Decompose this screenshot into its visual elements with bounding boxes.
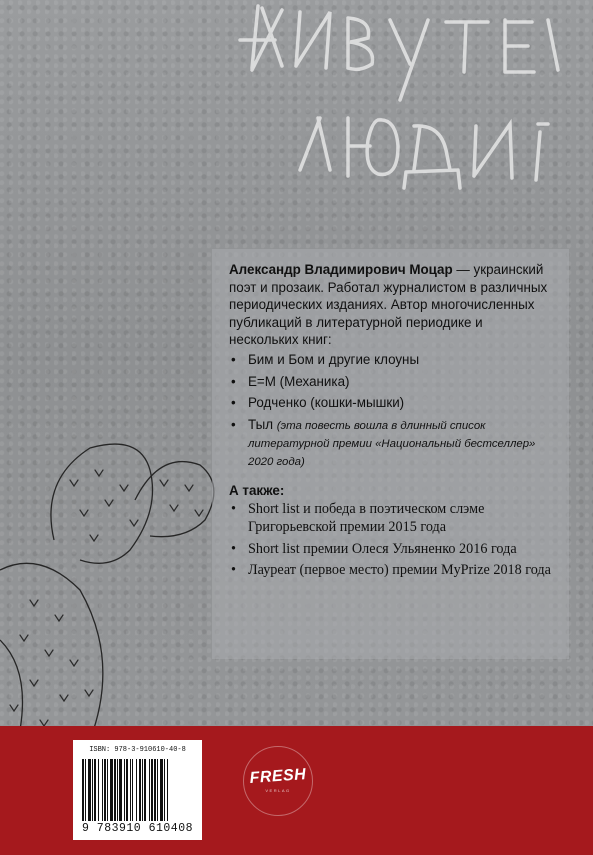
barcode-number: 9 783910 610408 — [81, 822, 194, 835]
barcode-bar — [154, 759, 156, 821]
book-item: • Родченко (кошки-мышки) — [229, 394, 553, 412]
barcode-bar — [114, 759, 116, 821]
barcode-bar — [85, 759, 86, 821]
barcode-bar — [98, 759, 99, 821]
author-info-panel — [212, 249, 569, 659]
award-item: • Short list премии Олеся Ульяненко 2016 года — [229, 541, 553, 559]
book-note: (эта повесть вошла в длинный список литературной премии «Национальный бестселлер» 2020 года) — [248, 419, 536, 468]
barcode-bar — [124, 759, 125, 821]
books-list — [229, 351, 553, 470]
barcode-bar — [151, 759, 153, 821]
barcode — [82, 759, 194, 821]
barcode-bar — [130, 759, 131, 821]
also-heading: А также: — [229, 482, 285, 498]
award-item: • Лауреат (первое место) премии MyPrize 2018 года — [229, 562, 553, 580]
barcode-bar — [88, 759, 91, 821]
award-item: • Short list и победа в поэтическом слэме Григорьевской премии 2015 года — [229, 501, 553, 536]
author-bio — [229, 261, 553, 349]
book-item: • Е=М (Механика) — [229, 373, 553, 391]
barcode-bar — [149, 759, 150, 821]
author-bio-text: — украинский поэт и прозаик. Работал журналистом в различных периодических изданиях. Автор многочисленных публикаций в литературной периодике и нескольких книг: — [229, 262, 548, 348]
publisher-logo-subtext: VERLAG — [265, 788, 291, 793]
barcode-bar — [157, 759, 158, 821]
book-item: • Бим и Бом и другие клоуны — [229, 351, 553, 369]
barcode-bar — [136, 759, 137, 821]
barcode-bar — [144, 759, 146, 821]
barcode-bar — [160, 759, 163, 821]
barcode-bar — [117, 759, 118, 821]
barcode-bar — [164, 759, 165, 821]
barcode-bar — [94, 759, 96, 821]
barcode-bar — [82, 759, 84, 821]
author-name: Александр Владимирович Моцар — [229, 262, 453, 277]
publisher-logo-text: FRESH — [249, 766, 307, 787]
barcode-bar — [139, 759, 141, 821]
barcode-bar — [92, 759, 93, 821]
publisher-logo — [243, 746, 313, 816]
barcode-bar — [142, 759, 143, 821]
barcode-bar — [104, 759, 106, 821]
isbn-text: ISBN: 978-3-910610-40-8 — [89, 746, 186, 754]
barcode-box — [73, 740, 202, 840]
barcode-bar — [167, 759, 168, 821]
barcode-bar — [132, 759, 133, 821]
book-item: • Тыл (эта повесть вошла в длинный список литературной премии «Национальный бестселлер» 2020 года) — [229, 416, 553, 470]
barcode-bar — [126, 759, 128, 821]
barcode-bar — [110, 759, 113, 821]
barcode-bar — [107, 759, 108, 821]
barcode-bar — [119, 759, 122, 821]
graffiti-lettering — [0, 0, 593, 200]
awards-list — [229, 501, 553, 579]
barcode-bar — [102, 759, 103, 821]
